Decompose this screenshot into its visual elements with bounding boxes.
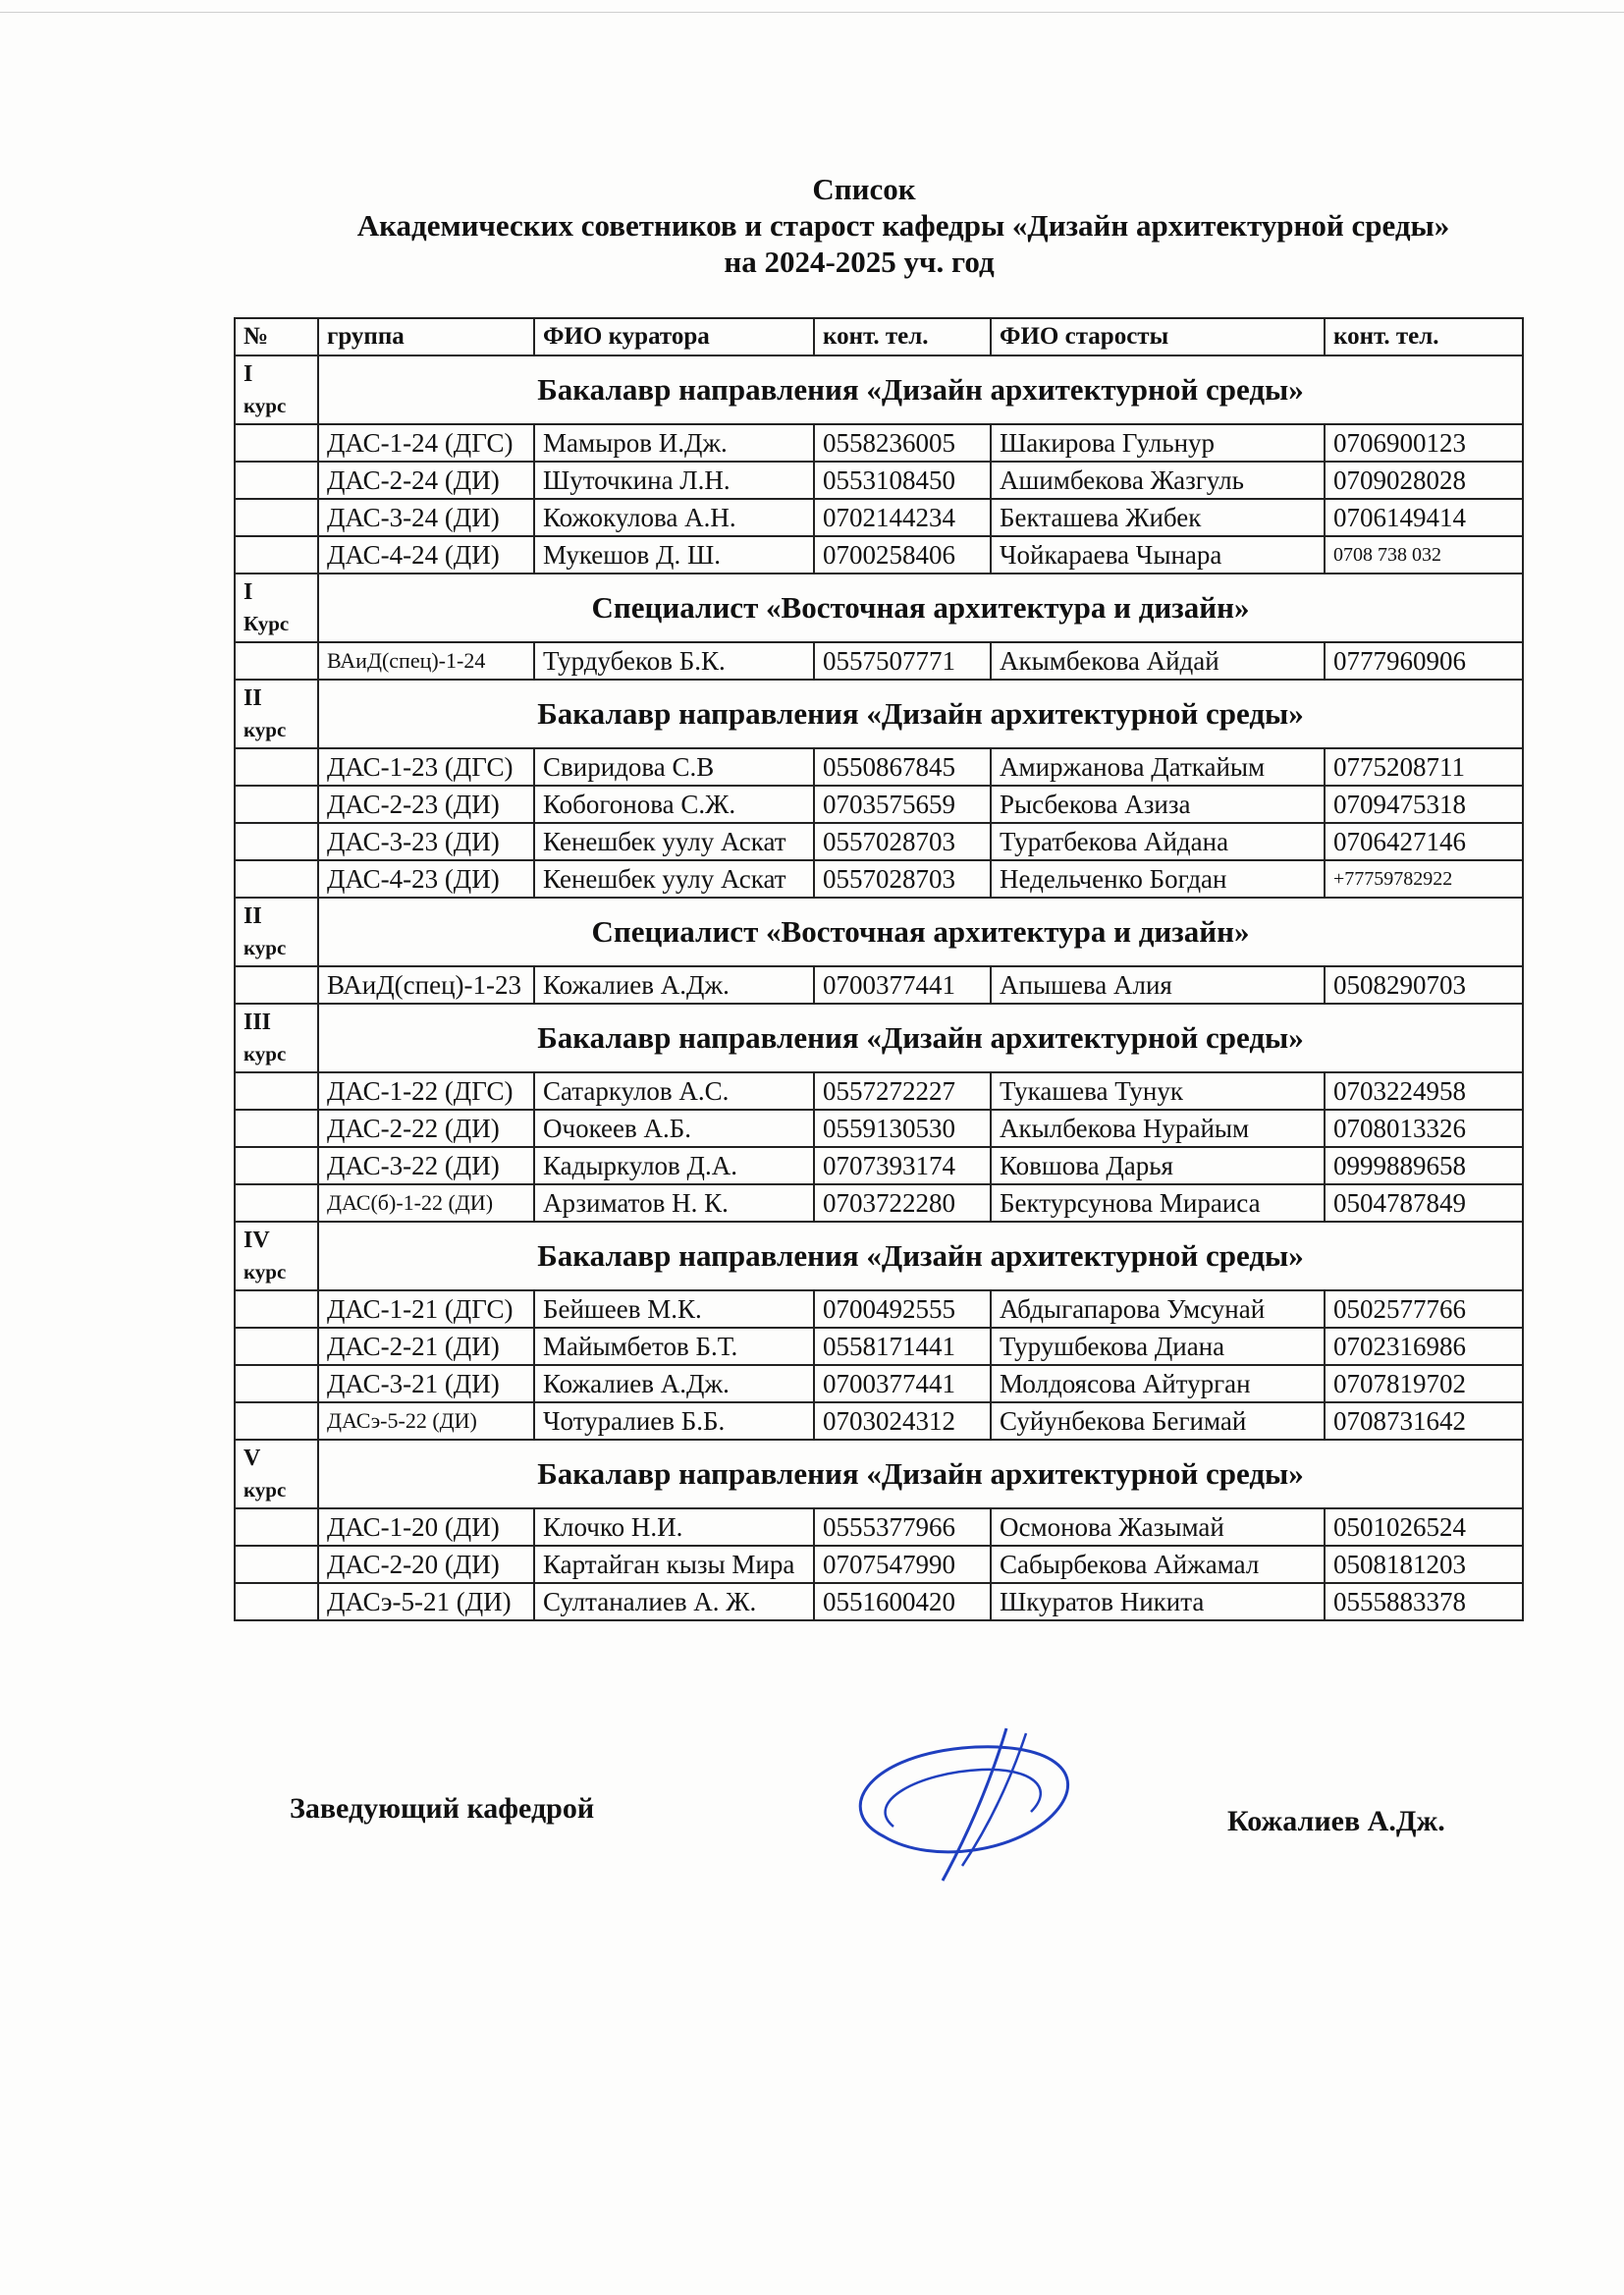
head-phone-cell: 0775208711: [1325, 748, 1523, 786]
footer-position: Заведующий кафедрой: [290, 1792, 595, 1825]
number-cell: [235, 1072, 318, 1110]
title-line-3: на 2024-2025 уч. год: [724, 245, 995, 279]
group-cell: ДАС-1-24 (ДГС): [318, 424, 534, 462]
head-cell: Апышева Алия: [991, 966, 1325, 1004]
program-title: Специалист «Восточная архитектура и дизайн»: [318, 574, 1523, 642]
group-cell: ДАС-3-21 (ДИ): [318, 1365, 534, 1402]
head-cell: Туратбекова Айдана: [991, 823, 1325, 860]
head-cell: Сабырбекова Айжамал: [991, 1546, 1325, 1583]
curator-phone-cell: 0700258406: [814, 536, 991, 574]
group-cell: ДАС-4-24 (ДИ): [318, 536, 534, 574]
group-cell: ДАС(б)-1-22 (ДИ): [318, 1184, 534, 1222]
head-phone-cell: 0555883378: [1325, 1583, 1523, 1620]
head-phone-cell: 0706427146: [1325, 823, 1523, 860]
head-cell: Бекташева Жибек: [991, 499, 1325, 536]
footer-name: Кожалиев А.Дж.: [1227, 1805, 1445, 1837]
curator-phone-cell: 0557028703: [814, 823, 991, 860]
curator-phone-cell: 0557507771: [814, 642, 991, 680]
table-row: [235, 1147, 1523, 1184]
head-cell: Акылбекова Нурайым: [991, 1110, 1325, 1147]
group-cell: ВАиД(спец)-1-24: [318, 642, 534, 680]
curator-cell: Очокеев А.Б.: [534, 1110, 814, 1147]
group-cell: ДАС-1-22 (ДГС): [318, 1072, 534, 1110]
section-row: [235, 1004, 1523, 1072]
table-row: [235, 1365, 1523, 1402]
program-title: Бакалавр направления «Дизайн архитектурной среды»: [318, 355, 1523, 424]
curator-cell: Турдубеков Б.К.: [534, 642, 814, 680]
table-header-row: [235, 318, 1523, 355]
table-row: [235, 966, 1523, 1004]
head-phone-cell: 0706149414: [1325, 499, 1523, 536]
head-phone-cell: 0707819702: [1325, 1365, 1523, 1402]
table-row: [235, 1184, 1523, 1222]
title-line-1: Список: [812, 172, 916, 206]
course-label: курс: [244, 936, 287, 959]
head-cell: Осмонова Жазымай: [991, 1508, 1325, 1546]
header-head: ФИО старосты: [991, 318, 1325, 355]
table-row: [235, 1072, 1523, 1110]
group-cell: ДАС-2-23 (ДИ): [318, 786, 534, 823]
curator-phone-cell: 0703024312: [814, 1402, 991, 1440]
course-cell: [235, 355, 318, 424]
number-cell: [235, 786, 318, 823]
number-cell: [235, 642, 318, 680]
curator-phone-cell: 0700492555: [814, 1290, 991, 1328]
header-head-phone: конт. тел.: [1325, 318, 1523, 355]
table-row: [235, 1583, 1523, 1620]
curator-phone-cell: 0702144234: [814, 499, 991, 536]
course-cell: [235, 1440, 318, 1508]
number-cell: [235, 860, 318, 898]
document-title: [226, 172, 1581, 280]
table-row: [235, 786, 1523, 823]
number-cell: [235, 499, 318, 536]
head-phone-cell: 0709475318: [1325, 786, 1523, 823]
roster-table: [234, 317, 1524, 1621]
group-cell: ДАСэ-5-21 (ДИ): [318, 1583, 534, 1620]
curator-cell: Сатаркулов А.С.: [534, 1072, 814, 1110]
program-title: Бакалавр направления «Дизайн архитектурной среды»: [318, 1222, 1523, 1290]
course-cell: [235, 898, 318, 966]
program-title: Бакалавр направления «Дизайн архитектурной среды»: [318, 1440, 1523, 1508]
program-title: Специалист «Восточная архитектура и дизайн»: [318, 898, 1523, 966]
course-cell: [235, 1004, 318, 1072]
number-cell: [235, 1583, 318, 1620]
course-label: курс: [244, 1042, 287, 1066]
course-number: II: [244, 903, 262, 929]
section-row: [235, 680, 1523, 748]
head-cell: Акымбекова Айдай: [991, 642, 1325, 680]
head-phone-cell: 0501026524: [1325, 1508, 1523, 1546]
table-row: [235, 1110, 1523, 1147]
group-cell: ДАС-2-22 (ДИ): [318, 1110, 534, 1147]
curator-phone-cell: 0707547990: [814, 1546, 991, 1583]
number-cell: [235, 462, 318, 499]
table-row: [235, 1508, 1523, 1546]
head-cell: Амиржанова Даткайым: [991, 748, 1325, 786]
group-cell: ДАС-3-22 (ДИ): [318, 1147, 534, 1184]
head-phone-cell: 0702316986: [1325, 1328, 1523, 1365]
number-cell: [235, 1110, 318, 1147]
program-title: Бакалавр направления «Дизайн архитектурной среды»: [318, 1004, 1523, 1072]
curator-phone-cell: 0551600420: [814, 1583, 991, 1620]
table-row: [235, 424, 1523, 462]
number-cell: [235, 1365, 318, 1402]
course-cell: [235, 574, 318, 642]
course-label: курс: [244, 1478, 287, 1502]
curator-cell: Клочко Н.И.: [534, 1508, 814, 1546]
group-cell: ДАС-2-24 (ДИ): [318, 462, 534, 499]
table-row: [235, 462, 1523, 499]
head-phone-cell: 0777960906: [1325, 642, 1523, 680]
header-curator-phone: конт. тел.: [814, 318, 991, 355]
head-phone-cell: 0703224958: [1325, 1072, 1523, 1110]
curator-cell: Бейшеев М.К.: [534, 1290, 814, 1328]
curator-phone-cell: 0703722280: [814, 1184, 991, 1222]
table-row: [235, 1328, 1523, 1365]
group-cell: ДАС-2-20 (ДИ): [318, 1546, 534, 1583]
curator-phone-cell: 0550867845: [814, 748, 991, 786]
curator-cell: Кожалиев А.Дж.: [534, 1365, 814, 1402]
section-row: [235, 1440, 1523, 1508]
curator-cell: Кобогонова С.Ж.: [534, 786, 814, 823]
curator-phone-cell: 0703575659: [814, 786, 991, 823]
head-phone-cell: 0999889658: [1325, 1147, 1523, 1184]
number-cell: [235, 823, 318, 860]
course-number: IV: [244, 1228, 270, 1253]
curator-phone-cell: 0557272227: [814, 1072, 991, 1110]
curator-cell: Майымбетов Б.Т.: [534, 1328, 814, 1365]
course-cell: [235, 1222, 318, 1290]
section-row: [235, 355, 1523, 424]
curator-cell: Мукешов Д. Ш.: [534, 536, 814, 574]
course-number: I: [244, 361, 253, 387]
curator-phone-cell: 0553108450: [814, 462, 991, 499]
curator-phone-cell: 0707393174: [814, 1147, 991, 1184]
curator-cell: Чотуралиев Б.Б.: [534, 1402, 814, 1440]
head-phone-cell: 0502577766: [1325, 1290, 1523, 1328]
head-phone-cell: 0706900123: [1325, 424, 1523, 462]
section-row: [235, 574, 1523, 642]
head-phone-cell: +77759782922: [1325, 860, 1523, 898]
head-cell: Тукашева Тунук: [991, 1072, 1325, 1110]
curator-cell: Картайган кызы Мира: [534, 1546, 814, 1583]
curator-phone-cell: 0557028703: [814, 860, 991, 898]
curator-cell: Шуточкина Л.Н.: [534, 462, 814, 499]
table-row: [235, 499, 1523, 536]
curator-phone-cell: 0700377441: [814, 966, 991, 1004]
section-row: [235, 1222, 1523, 1290]
course-number: I: [244, 579, 253, 605]
head-cell: Недельченко Богдан: [991, 860, 1325, 898]
group-cell: ДАС-2-21 (ДИ): [318, 1328, 534, 1365]
curator-phone-cell: 0559130530: [814, 1110, 991, 1147]
head-cell: Турушбекова Диана: [991, 1328, 1325, 1365]
curator-phone-cell: 0558236005: [814, 424, 991, 462]
curator-cell: Кадыркулов Д.А.: [534, 1147, 814, 1184]
group-cell: ДАСэ-5-22 (ДИ): [318, 1402, 534, 1440]
table-row: [235, 860, 1523, 898]
table-row: [235, 1546, 1523, 1583]
number-cell: [235, 1508, 318, 1546]
group-cell: ДАС-4-23 (ДИ): [318, 860, 534, 898]
course-label: курс: [244, 394, 287, 417]
course-number: V: [244, 1446, 261, 1471]
curator-cell: Кенешбек уулу Аскат: [534, 860, 814, 898]
head-phone-cell: 0508181203: [1325, 1546, 1523, 1583]
course-label: курс: [244, 1260, 287, 1284]
head-phone-cell: 0508290703: [1325, 966, 1523, 1004]
course-cell: [235, 680, 318, 748]
curator-cell: Кожалиев А.Дж.: [534, 966, 814, 1004]
head-cell: Суйунбекова Бегимай: [991, 1402, 1325, 1440]
course-number: II: [244, 685, 262, 711]
head-cell: Молдоясова Айтурган: [991, 1365, 1325, 1402]
head-cell: Шкуратов Никита: [991, 1583, 1325, 1620]
number-cell: [235, 1402, 318, 1440]
table-row: [235, 823, 1523, 860]
head-cell: Рысбекова Азиза: [991, 786, 1325, 823]
head-cell: Ашимбекова Жазгуль: [991, 462, 1325, 499]
header-curator: ФИО куратора: [534, 318, 814, 355]
number-cell: [235, 966, 318, 1004]
head-cell: Шакирова Гульнур: [991, 424, 1325, 462]
course-label: курс: [244, 718, 287, 741]
group-cell: ДАС-3-23 (ДИ): [318, 823, 534, 860]
head-cell: Ковшова Дарья: [991, 1147, 1325, 1184]
scan-edge-line: [0, 12, 1624, 13]
curator-cell: Кенешбек уулу Аскат: [534, 823, 814, 860]
head-phone-cell: 0709028028: [1325, 462, 1523, 499]
curator-cell: Султаналиев А. Ж.: [534, 1583, 814, 1620]
number-cell: [235, 1328, 318, 1365]
table-row: [235, 536, 1523, 574]
head-phone-cell: 0708013326: [1325, 1110, 1523, 1147]
curator-cell: Кожокулова А.Н.: [534, 499, 814, 536]
table-row: [235, 748, 1523, 786]
group-cell: ДАС-1-21 (ДГС): [318, 1290, 534, 1328]
curator-cell: Арзиматов Н. К.: [534, 1184, 814, 1222]
number-cell: [235, 1290, 318, 1328]
program-title: Бакалавр направления «Дизайн архитектурной среды»: [318, 680, 1523, 748]
number-cell: [235, 536, 318, 574]
table-row: [235, 1290, 1523, 1328]
head-cell: Бектурсунова Мираиса: [991, 1184, 1325, 1222]
head-cell: Абдыгапарова Умсунай: [991, 1290, 1325, 1328]
course-number: III: [244, 1010, 272, 1035]
group-cell: ВАиД(спец)-1-23: [318, 966, 534, 1004]
number-cell: [235, 1147, 318, 1184]
number-cell: [235, 1546, 318, 1583]
group-cell: ДАС-3-24 (ДИ): [318, 499, 534, 536]
curator-cell: Свиридова С.В: [534, 748, 814, 786]
group-cell: ДАС-1-23 (ДГС): [318, 748, 534, 786]
course-label: Курс: [244, 612, 290, 635]
table-row: [235, 1402, 1523, 1440]
roster-body: [235, 355, 1523, 1620]
signature-image: [825, 1719, 1119, 1885]
number-cell: [235, 1184, 318, 1222]
head-phone-cell: 0708731642: [1325, 1402, 1523, 1440]
table-row: [235, 642, 1523, 680]
head-phone-cell: 0708 738 032: [1325, 536, 1523, 574]
curator-phone-cell: 0700377441: [814, 1365, 991, 1402]
header-group: группа: [318, 318, 534, 355]
curator-phone-cell: 0555377966: [814, 1508, 991, 1546]
header-number: №: [235, 318, 318, 355]
title-line-2: Академических советников и старост кафедры «Дизайн архитектурной среды»: [356, 208, 1450, 243]
curator-cell: Мамыров И.Дж.: [534, 424, 814, 462]
number-cell: [235, 424, 318, 462]
head-phone-cell: 0504787849: [1325, 1184, 1523, 1222]
head-cell: Чойкараева Чынара: [991, 536, 1325, 574]
curator-phone-cell: 0558171441: [814, 1328, 991, 1365]
section-row: [235, 898, 1523, 966]
group-cell: ДАС-1-20 (ДИ): [318, 1508, 534, 1546]
number-cell: [235, 748, 318, 786]
